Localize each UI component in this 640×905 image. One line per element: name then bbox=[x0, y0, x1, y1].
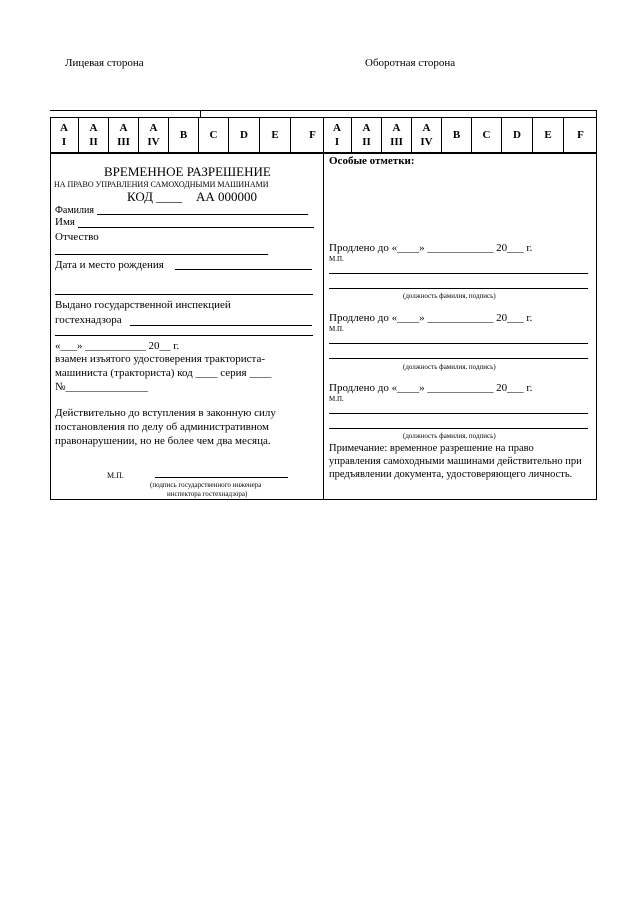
birth-field-line2 bbox=[55, 294, 313, 295]
extension-3-stamp: М.П. bbox=[329, 395, 344, 403]
back-side-label: Оборотная сторона bbox=[365, 57, 456, 69]
code-label: КОД ____ bbox=[127, 189, 183, 204]
name-field bbox=[78, 227, 314, 228]
back-category-3-letter: A bbox=[392, 122, 401, 134]
front-category-4-numeral: IV bbox=[147, 136, 160, 148]
number-label: №_______________ bbox=[55, 381, 148, 393]
validity-line-2: постановления по делу об административном bbox=[55, 421, 270, 433]
back-category-4-letter: A bbox=[422, 122, 431, 134]
signature-caption-1: (подпись государственного инженера bbox=[150, 481, 262, 489]
front-category-6-letter: C bbox=[209, 129, 218, 141]
note-line-1: Примечание: временное разрешение на право bbox=[329, 443, 534, 454]
back-category-6-letter: C bbox=[482, 129, 491, 141]
back-category-9 bbox=[564, 117, 597, 153]
back-category-2-letter: A bbox=[362, 122, 371, 134]
surname-field bbox=[97, 214, 308, 215]
back-category-1-letter: A bbox=[333, 122, 341, 134]
back-category-8-letter: E bbox=[544, 129, 552, 141]
back-category-3-numeral: III bbox=[390, 136, 403, 148]
extension-3-line-2 bbox=[329, 428, 588, 429]
front-category-8 bbox=[260, 117, 291, 153]
front-stamp-label: М.П. bbox=[107, 471, 124, 480]
front-category-2-numeral: II bbox=[89, 136, 98, 148]
back-category-5 bbox=[442, 117, 472, 153]
back-category-2-numeral: II bbox=[362, 136, 371, 148]
validity-line-3: правонарушении, но не более чем два месяца. bbox=[55, 435, 271, 447]
back-category-4 bbox=[412, 117, 442, 153]
signature-caption-2: инспектора гостехнадзора) bbox=[167, 490, 248, 498]
extension-2-line-2 bbox=[329, 358, 588, 359]
extension-3-caption: (должность фамилия, подпись) bbox=[403, 432, 496, 440]
back-category-8 bbox=[533, 117, 564, 153]
surname-label: Фамилия bbox=[55, 205, 94, 216]
front-category-5-letter: B bbox=[179, 129, 188, 141]
front-category-3-letter: A bbox=[119, 122, 128, 134]
front-category-3-numeral: III bbox=[117, 136, 130, 148]
front-category-6 bbox=[199, 117, 229, 153]
patronymic-field bbox=[55, 254, 268, 255]
back-category-7-letter: D bbox=[513, 129, 521, 141]
front-category-9-letter: F bbox=[309, 129, 316, 141]
front-category-3 bbox=[109, 117, 139, 153]
note-line-3: предъявлении документа, удостоверяющего личность. bbox=[329, 469, 573, 480]
extension-1-line-1 bbox=[329, 273, 588, 274]
back-category-2 bbox=[352, 117, 382, 153]
front-category-1-numeral: I bbox=[61, 136, 67, 148]
back-category-6 bbox=[472, 117, 502, 153]
front-category-1 bbox=[50, 117, 79, 153]
front-category-1-letter: A bbox=[60, 122, 68, 134]
note-line-2: управления самоходными машинами действительно при bbox=[329, 456, 582, 467]
permit-title: ВРЕМЕННОЕ РАЗРЕШЕНИЕ bbox=[104, 164, 271, 179]
name-label: Имя bbox=[55, 216, 75, 228]
back-category-9-letter: F bbox=[577, 129, 584, 141]
birth-label: Дата и место рождения bbox=[55, 259, 164, 271]
extension-1: Продлено до «____» ____________ 20___ г. bbox=[329, 242, 533, 254]
extension-3: Продлено до «____» ____________ 20___ г. bbox=[329, 382, 533, 394]
extension-2-stamp: М.П. bbox=[329, 325, 344, 333]
special-marks-label: Особые отметки: bbox=[329, 155, 415, 167]
validity-line-1: Действительно до вступления в законную силу bbox=[55, 407, 276, 419]
signature-field bbox=[155, 477, 288, 478]
top-border-divider bbox=[200, 110, 201, 117]
issued-label-2: гостехнадзора bbox=[55, 314, 122, 326]
extension-3-line-1 bbox=[329, 413, 588, 414]
front-back-divider bbox=[323, 117, 324, 500]
issued-field bbox=[130, 325, 312, 326]
back-category-7 bbox=[502, 117, 533, 153]
front-category-7-letter: D bbox=[240, 129, 248, 141]
front-category-2 bbox=[79, 117, 109, 153]
patronymic-label: Отчество bbox=[55, 231, 99, 243]
front-category-5 bbox=[169, 117, 199, 153]
extension-1-stamp: М.П. bbox=[329, 255, 344, 263]
front-category-4 bbox=[139, 117, 169, 153]
code-value: АА 000000 bbox=[196, 189, 258, 204]
top-border-right-tick bbox=[596, 110, 597, 117]
front-category-8-letter: E bbox=[271, 129, 279, 141]
permit-subtitle: НА ПРАВО УПРАВЛЕНИЯ САМОХОДНЫМИ МАШИНАМИ bbox=[54, 180, 269, 189]
front-category-7 bbox=[229, 117, 260, 153]
issue-date: «___» ___________ 20__ г. bbox=[55, 340, 180, 352]
back-category-4-numeral: IV bbox=[420, 136, 433, 148]
front-side-label: Лицевая сторона bbox=[65, 57, 144, 69]
extension-2-line-1 bbox=[329, 343, 588, 344]
back-category-1-numeral: I bbox=[334, 136, 340, 148]
back-category-3 bbox=[382, 117, 412, 153]
extension-1-line-2 bbox=[329, 288, 588, 289]
front-category-4-letter: A bbox=[149, 122, 158, 134]
instead-label-1: взамен изъятого удостоверения тракториста- bbox=[55, 353, 265, 365]
extension-1-caption: (должность фамилия, подпись) bbox=[403, 292, 496, 300]
issued-field-line2 bbox=[55, 335, 313, 336]
extension-2-caption: (должность фамилия, подпись) bbox=[403, 363, 496, 371]
top-border-line bbox=[50, 110, 597, 111]
extension-2: Продлено до «____» ____________ 20___ г. bbox=[329, 312, 533, 324]
instead-label-2: машиниста (тракториста) код ____ серия ____ bbox=[55, 367, 272, 379]
issued-label-1: Выдано государственной инспекцией bbox=[55, 299, 231, 311]
birth-field bbox=[175, 269, 312, 270]
back-category-5-letter: B bbox=[452, 129, 461, 141]
back-category-1 bbox=[323, 117, 352, 153]
front-category-2-letter: A bbox=[89, 122, 98, 134]
